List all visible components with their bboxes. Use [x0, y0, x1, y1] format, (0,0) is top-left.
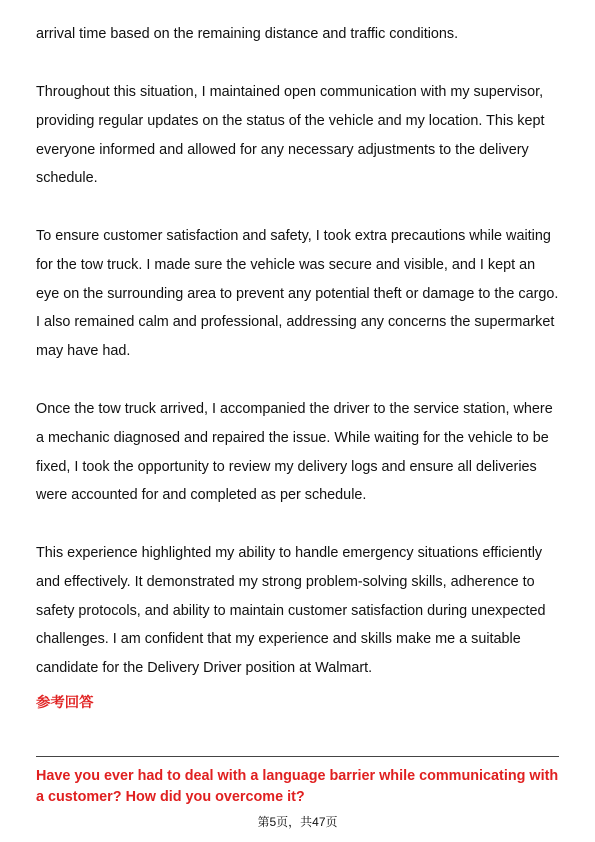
- text-line: To ensure customer satisfaction and safety, I took extra precautions while waiting: [36, 228, 551, 244]
- text-line: fixed, I took the opportunity to review my delivery logs and ensure all deliveries: [36, 458, 537, 475]
- paragraph-arrival-time: [36, 20, 566, 49]
- text-line: candidate for the Delivery Driver position at Walmart.: [36, 660, 373, 677]
- text-line: eye on the surrounding area to prevent any potential theft or damage to the cargo.: [36, 285, 559, 302]
- paragraph-experience: [36, 539, 566, 683]
- text-line: may have had.: [36, 343, 131, 360]
- text-line: schedule.: [36, 170, 98, 187]
- question-heading: [36, 766, 566, 808]
- paragraph-tow-truck: [36, 395, 566, 510]
- text-line: everyone informed and allowed for any necessary adjustments to the delivery: [36, 141, 529, 158]
- question-line: Have you ever had to deal with a language barrier while communicating with: [36, 768, 559, 784]
- text-line: providing regular updates on the status of the vehicle and my location. This kept: [36, 112, 545, 129]
- text-line: Once the tow truck arrived, I accompanied the driver to the service station, where: [36, 401, 553, 417]
- text-line: were accounted for and completed as per schedule.: [36, 487, 367, 504]
- text-line: Throughout this situation, I maintained open communication with my supervisor,: [36, 84, 544, 100]
- text-line: I also remained calm and professional, addressing any concerns the supermarket: [36, 314, 555, 331]
- text-line: and effectively. It demonstrated my strong problem-solving skills, adherence to: [36, 573, 535, 590]
- text-line: safety protocols, and ability to maintain customer satisfaction during unexpected: [36, 602, 546, 619]
- paragraph-safety: [36, 222, 566, 366]
- text-line: for the tow truck. I made sure the vehicle was secure and visible, and I kept an: [36, 256, 536, 273]
- question-line: a customer? How did you overcome it?: [36, 789, 305, 805]
- paragraph-communication: [36, 78, 566, 193]
- text-line: This experience highlighted my ability to handle emergency situations efficiently: [36, 545, 543, 561]
- section-divider: [36, 756, 559, 757]
- text-line: arrival time based on the remaining distance and traffic conditions.: [36, 26, 459, 42]
- page-number-footer: 第5页，共47页: [257, 815, 338, 829]
- reference-answer-label: 参考回答: [36, 695, 94, 711]
- text-line: challenges. I am confident that my experience and skills make me a suitable: [36, 631, 521, 648]
- text-line: a mechanic diagnosed and repaired the issue. While waiting for the vehicle to be: [36, 429, 549, 446]
